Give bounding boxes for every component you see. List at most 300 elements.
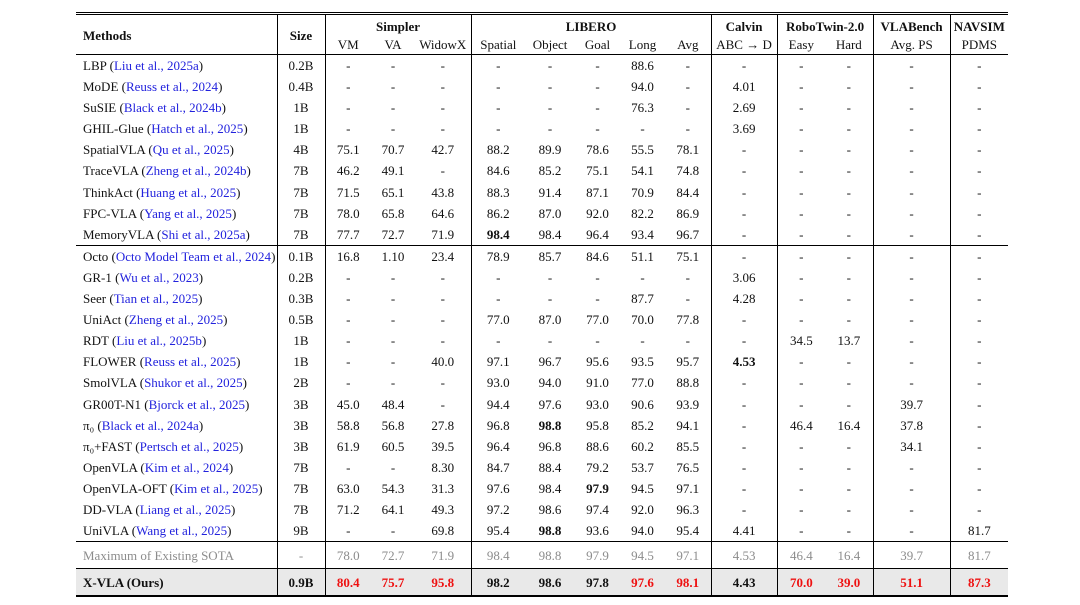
size-cell: 2B (277, 372, 325, 393)
value-cell: 3.06 (711, 267, 777, 288)
value-cell: 98.4 (538, 226, 562, 242)
value-cell: - (346, 354, 351, 370)
value-cell: 90.6 (631, 396, 654, 412)
citation-link[interactable]: Pertsch et al., 2025 (139, 438, 239, 454)
value-cell: 81.7 (950, 542, 1008, 569)
value-cell: - (977, 163, 982, 179)
value-cell: 78.0 (336, 205, 360, 221)
size-cell: 9B (277, 520, 325, 542)
citation-link[interactable]: Reuss et al., 2024 (125, 79, 219, 95)
value-cell: 51.1 (620, 245, 665, 267)
citation-link[interactable]: Zheng et al., 2024b (145, 163, 247, 179)
value-cell: 97.2 (486, 501, 510, 517)
citation-link[interactable]: Black et al., 2024a (101, 417, 199, 433)
value-cell: 45.0 (336, 396, 360, 412)
value-cell: - (711, 224, 777, 246)
value-cell: - (825, 520, 873, 542)
value-cell: - (977, 291, 982, 307)
value-cell: - (799, 79, 804, 95)
table-header (76, 14, 1008, 55)
citation-link[interactable]: Octo Model Team et al., 2024 (115, 248, 272, 264)
value-cell: 75.7 (371, 569, 415, 597)
value-cell: 58.8 (336, 417, 360, 433)
table-row (76, 245, 1008, 267)
value-cell: 82.2 (631, 205, 654, 221)
value-cell: - (665, 267, 711, 288)
value-cell: 98.8 (525, 542, 575, 569)
value-cell: 85.7 (525, 245, 575, 267)
method-name: Maximum of Existing SOTA (83, 548, 234, 564)
value-cell: 37.8 (873, 415, 950, 436)
value-cell: - (346, 100, 351, 116)
method-cell: Octo (Octo Model Team et al., 2024) (76, 245, 277, 267)
value-cell: - (825, 372, 873, 393)
group-header-navsim: NAVSIM (953, 19, 1005, 34)
value-cell: 87.1 (586, 184, 609, 200)
citation-link[interactable]: Black et al., 2024b (123, 100, 222, 116)
value-cell: - (496, 269, 501, 285)
size-cell: 0.5B (277, 309, 325, 330)
value-cell: - (799, 354, 804, 370)
value-cell: 97.9 (586, 480, 609, 496)
method-name: MoDE (83, 79, 119, 95)
group-header-vlabench: VLABench (873, 14, 950, 37)
value-cell: 89.9 (538, 142, 562, 158)
citation-link[interactable]: Qu et al., 2025 (152, 142, 230, 158)
value-cell: - (977, 142, 982, 158)
value-cell: - (711, 330, 777, 351)
value-cell: 87.0 (538, 312, 562, 328)
value-cell: - (711, 309, 777, 330)
value-cell: 85.2 (631, 417, 654, 433)
value-cell: 64.1 (381, 501, 405, 517)
value-cell: - (977, 79, 982, 95)
value-cell: - (665, 76, 711, 97)
value-cell: 86.9 (665, 203, 711, 224)
value-cell: 16.8 (325, 245, 371, 267)
value-cell: - (346, 523, 351, 539)
value-cell: - (595, 58, 600, 73)
citation-link[interactable]: Reuss et al., 2025 (144, 354, 237, 370)
value-cell: - (711, 245, 777, 267)
value-cell: 98.8 (538, 523, 562, 539)
citation-link[interactable]: Liang et al., 2025 (139, 501, 232, 517)
value-cell: - (873, 118, 950, 139)
value-cell: - (873, 224, 950, 246)
value-cell: 86.2 (486, 205, 510, 221)
value-cell: 97.6 (620, 569, 665, 597)
method-cell: π₀+FAST (Pertsch et al., 2025) (76, 436, 277, 457)
value-cell: - (415, 372, 471, 393)
value-cell: 88.6 (631, 58, 654, 73)
value-cell: 93.0 (486, 375, 510, 391)
value-cell: - (799, 523, 804, 539)
table-row (76, 415, 1008, 436)
citation-link[interactable]: Kim et al., 2024 (144, 459, 229, 475)
value-cell: 72.7 (371, 542, 415, 569)
size-cell: - (277, 542, 325, 569)
value-cell: - (346, 58, 351, 73)
value-cell: 96.8 (486, 417, 510, 433)
value-cell: 87.7 (631, 291, 654, 307)
value-cell: - (595, 100, 600, 116)
value-cell: - (777, 245, 825, 267)
method-cell: FPC-VLA (Yang et al., 2025) (76, 203, 277, 224)
citation-link[interactable]: Yang et al., 2025 (144, 205, 232, 221)
value-cell: - (390, 79, 396, 95)
table-row (76, 542, 1008, 569)
value-cell: 97.9 (575, 542, 620, 569)
table-row (76, 139, 1008, 160)
value-cell: 84.6 (486, 163, 510, 179)
value-cell: - (977, 121, 982, 137)
col-header-size: Size (277, 14, 325, 55)
citation-link[interactable]: Shukor et al., 2025 (144, 375, 243, 391)
value-cell: - (799, 501, 804, 517)
value-cell: 55.5 (631, 142, 654, 158)
value-cell: - (825, 457, 873, 478)
value-cell: 94.5 (631, 480, 654, 496)
table-row (76, 288, 1008, 309)
value-cell: - (390, 100, 396, 116)
citation-link[interactable]: Shi et al., 2025a (161, 226, 246, 242)
method-cell: SuSIE (Black et al., 2024b) (76, 97, 277, 118)
size-cell: 4B (277, 139, 325, 160)
value-cell: - (496, 100, 501, 116)
value-cell: 84.4 (665, 182, 711, 203)
method-cell: MemoryVLA (Shi et al., 2025a) (76, 224, 277, 246)
value-cell: 1.10 (371, 245, 415, 267)
value-cell: 98.4 (486, 226, 510, 242)
value-cell: - (496, 333, 501, 349)
value-cell: 69.8 (415, 520, 471, 542)
value-cell: 88.6 (586, 438, 609, 454)
value-cell: - (415, 97, 471, 118)
col-header-va: VA (384, 37, 402, 52)
method-name: ThinkAct (83, 184, 133, 200)
method-cell: GR-1 (Wu et al., 2023) (76, 267, 277, 288)
table-row (76, 203, 1008, 224)
value-cell: - (665, 55, 711, 77)
value-cell: 16.4 (825, 415, 873, 436)
size-cell: 7B (277, 457, 325, 478)
value-cell: - (547, 333, 553, 349)
value-cell: - (873, 139, 950, 160)
value-cell: 49.3 (415, 499, 471, 520)
citation-link[interactable]: Bjorck et al., 2025 (148, 396, 246, 412)
value-cell: 4.28 (711, 288, 777, 309)
col-header-libero-avg: Avg (665, 36, 711, 55)
value-cell: 94.0 (631, 79, 654, 95)
value-cell: - (799, 312, 804, 328)
value-cell: - (873, 97, 950, 118)
value-cell: - (547, 121, 553, 137)
value-cell: 39.5 (415, 436, 471, 457)
table-row (76, 351, 1008, 372)
value-cell: - (711, 55, 777, 77)
value-cell: - (799, 163, 804, 179)
col-header-hard: Hard (825, 36, 873, 55)
value-cell: - (711, 457, 777, 478)
value-cell: 23.4 (415, 245, 471, 267)
value-cell: 4.41 (711, 520, 777, 542)
value-cell: - (799, 396, 804, 412)
value-cell: 75.1 (336, 142, 360, 158)
value-cell: - (873, 457, 950, 478)
value-cell: 78.9 (471, 245, 525, 267)
value-cell: 98.1 (665, 569, 711, 597)
method-cell: GR00T-N1 (Bjorck et al., 2025) (76, 394, 277, 415)
value-cell: - (977, 501, 982, 517)
value-cell: 84.6 (575, 245, 620, 267)
size-cell: 7B (277, 499, 325, 520)
method-name: UniAct (83, 312, 122, 328)
value-cell: - (873, 245, 950, 267)
value-cell: 97.1 (486, 354, 510, 370)
value-cell: 65.1 (381, 184, 405, 200)
value-cell: - (390, 121, 396, 137)
value-cell: - (547, 79, 553, 95)
value-cell: - (799, 121, 804, 137)
value-cell: 53.7 (631, 459, 654, 475)
value-cell: 75.1 (586, 163, 609, 179)
value-cell: 40.0 (415, 351, 471, 372)
value-cell: - (825, 267, 873, 288)
method-cell: RDT (Liu et al., 2025b) (76, 330, 277, 351)
value-cell: - (873, 288, 950, 309)
value-cell: - (799, 226, 804, 242)
value-cell: - (595, 291, 600, 307)
value-cell: - (346, 269, 351, 285)
table-row (76, 569, 1008, 597)
value-cell: - (873, 351, 950, 372)
value-cell: - (711, 203, 777, 224)
value-cell: 94.1 (665, 415, 711, 436)
value-cell: - (799, 459, 804, 475)
value-cell: - (825, 436, 873, 457)
value-cell: - (547, 58, 553, 73)
value-cell: - (595, 121, 600, 137)
value-cell: - (825, 499, 873, 520)
value-cell: 34.5 (789, 333, 813, 349)
value-cell: 71.9 (415, 224, 471, 246)
citation-link[interactable]: Zheng et al., 2025 (128, 312, 224, 328)
method-cell: UniVLA (Wang et al., 2025) (76, 520, 277, 542)
value-cell: - (825, 288, 873, 309)
value-cell: - (346, 375, 351, 391)
citation-link[interactable]: Huang et al., 2025 (140, 184, 237, 200)
table-row (76, 330, 1008, 351)
value-cell: 92.0 (586, 205, 609, 221)
method-name: FPC-VLA (83, 205, 137, 221)
value-cell: 91.0 (586, 375, 609, 391)
method-name: RDT (83, 333, 109, 349)
citation-link[interactable]: Liu et al., 2025a (113, 58, 199, 73)
value-cell: 85.5 (665, 436, 711, 457)
value-cell: 96.8 (538, 438, 562, 454)
method-name: DD-VLA (83, 501, 133, 517)
value-cell: 87.0 (538, 205, 562, 221)
value-cell: 93.0 (586, 396, 609, 412)
col-header-goal: Goal (584, 37, 611, 52)
value-cell: - (711, 436, 777, 457)
value-cell: - (977, 100, 982, 116)
size-cell: 7B (277, 203, 325, 224)
value-cell: - (665, 118, 711, 139)
value-cell: 46.4 (789, 417, 813, 433)
value-cell: - (595, 269, 600, 285)
group-header-calvin: Calvin (711, 14, 777, 37)
size-cell: 1B (277, 97, 325, 118)
method-name: Seer (83, 291, 107, 307)
size-cell: 7B (277, 224, 325, 246)
value-cell: 61.9 (336, 438, 360, 454)
value-cell: - (799, 205, 804, 221)
value-cell: - (799, 438, 804, 454)
table-row (76, 97, 1008, 118)
method-name: TraceVLA (83, 163, 139, 179)
table-row (76, 309, 1008, 330)
value-cell: 77.8 (665, 309, 711, 330)
col-header-vm: VM (337, 37, 359, 52)
size-cell: 7B (277, 182, 325, 203)
method-cell: OpenVLA-OFT (Kim et al., 2025) (76, 478, 277, 499)
value-cell: - (711, 394, 777, 415)
value-cell: 74.8 (665, 160, 711, 181)
value-cell: - (825, 160, 873, 181)
value-cell: 77.0 (586, 312, 609, 328)
value-cell: - (977, 396, 982, 412)
group-header-simpler: Simpler (325, 14, 471, 37)
value-cell: 75.1 (665, 245, 711, 267)
method-name: GHIL-Glue (83, 121, 144, 137)
value-cell: 60.2 (631, 438, 654, 454)
value-cell: 16.4 (825, 542, 873, 569)
size-cell: 3B (277, 436, 325, 457)
value-cell: 85.2 (538, 163, 562, 179)
value-cell: - (825, 245, 873, 267)
size-cell: 0.3B (277, 288, 325, 309)
value-cell: 46.2 (336, 163, 360, 179)
value-cell: - (799, 375, 804, 391)
value-cell: - (977, 417, 982, 433)
method-cell: SmolVLA (Shukor et al., 2025) (76, 372, 277, 393)
value-cell: 4.01 (711, 76, 777, 97)
size-cell: 0.1B (277, 245, 325, 267)
value-cell: - (873, 267, 950, 288)
method-cell (76, 569, 277, 597)
table-row (76, 478, 1008, 499)
col-header-object: Object (532, 37, 568, 52)
size-cell: 0.2B (277, 55, 325, 77)
citation-link[interactable]: Wu et al., 2023 (119, 269, 199, 285)
value-cell: 4.53 (711, 351, 777, 372)
value-cell: 76.5 (665, 457, 711, 478)
value-cell: - (825, 203, 873, 224)
value-cell: - (547, 269, 553, 285)
value-cell: 77.0 (631, 375, 654, 391)
table-row (76, 76, 1008, 97)
method-cell: MoDE (Reuss et al., 2024) (76, 76, 277, 97)
value-cell: 48.4 (381, 396, 405, 412)
value-cell: - (415, 330, 471, 351)
value-cell: - (346, 312, 351, 328)
value-cell: - (640, 269, 645, 285)
value-cell: - (415, 309, 471, 330)
table-row (76, 160, 1008, 181)
value-cell: - (415, 76, 471, 97)
value-cell: 42.7 (415, 139, 471, 160)
method-cell (76, 542, 277, 569)
citation-link[interactable]: Tian et al., 2025 (113, 291, 199, 307)
size-cell: 0.2B (277, 267, 325, 288)
value-cell: - (825, 139, 873, 160)
method-name: GR-1 (83, 269, 112, 285)
citation-link[interactable]: Hatch et al., 2025 (151, 121, 244, 137)
value-cell: 88.8 (665, 372, 711, 393)
value-cell: 98.6 (525, 569, 575, 597)
size-cell: 7B (277, 478, 325, 499)
method-name: FLOWER (83, 354, 137, 370)
value-cell: 96.7 (665, 224, 711, 246)
value-cell: 71.9 (415, 542, 471, 569)
value-cell: - (799, 100, 804, 116)
citation-link[interactable]: Wang et al., 2025 (136, 523, 228, 539)
value-cell: 4.53 (711, 542, 777, 569)
value-cell: 95.4 (486, 523, 510, 539)
value-cell: 95.7 (665, 351, 711, 372)
value-cell: - (415, 160, 471, 181)
value-cell: 63.0 (336, 480, 360, 496)
value-cell: 95.8 (415, 569, 471, 597)
value-cell: 88.2 (486, 142, 510, 158)
citation-link[interactable]: Liu et al., 2025b (116, 333, 202, 349)
method-name: X-VLA (Ours) (83, 575, 164, 591)
value-cell: 81.7 (967, 523, 991, 539)
value-cell: - (711, 415, 777, 436)
value-cell: 97.1 (665, 478, 711, 499)
value-cell: 93.5 (631, 354, 654, 370)
value-cell: - (415, 267, 471, 288)
citation-link[interactable]: Kim et al., 2025 (174, 480, 259, 496)
col-header-avg-ps: Avg. PS (873, 36, 950, 55)
value-cell: - (825, 351, 873, 372)
value-cell: - (547, 100, 553, 116)
value-cell: - (873, 182, 950, 203)
value-cell: - (873, 499, 950, 520)
value-cell: - (496, 291, 501, 307)
value-cell: 87.3 (950, 569, 1008, 597)
value-cell: 46.4 (777, 542, 825, 569)
value-cell: - (415, 55, 471, 77)
value-cell: 78.0 (325, 542, 371, 569)
value-cell: 4.43 (711, 569, 777, 597)
table-body (76, 55, 1008, 597)
method-name: LBP (83, 58, 107, 73)
size-cell: 0.4B (277, 76, 325, 97)
value-cell: 13.7 (825, 330, 873, 351)
value-cell: 60.5 (381, 438, 405, 454)
value-cell: 72.7 (381, 226, 405, 242)
method-name: π₀ (83, 417, 95, 433)
value-cell: 97.8 (575, 569, 620, 597)
value-cell: 98.2 (471, 569, 525, 597)
value-cell: 94.5 (620, 542, 665, 569)
table-row (76, 394, 1008, 415)
value-cell: 8.30 (415, 457, 471, 478)
method-cell: UniAct (Zheng et al., 2025) (76, 309, 277, 330)
value-cell: 96.3 (665, 499, 711, 520)
